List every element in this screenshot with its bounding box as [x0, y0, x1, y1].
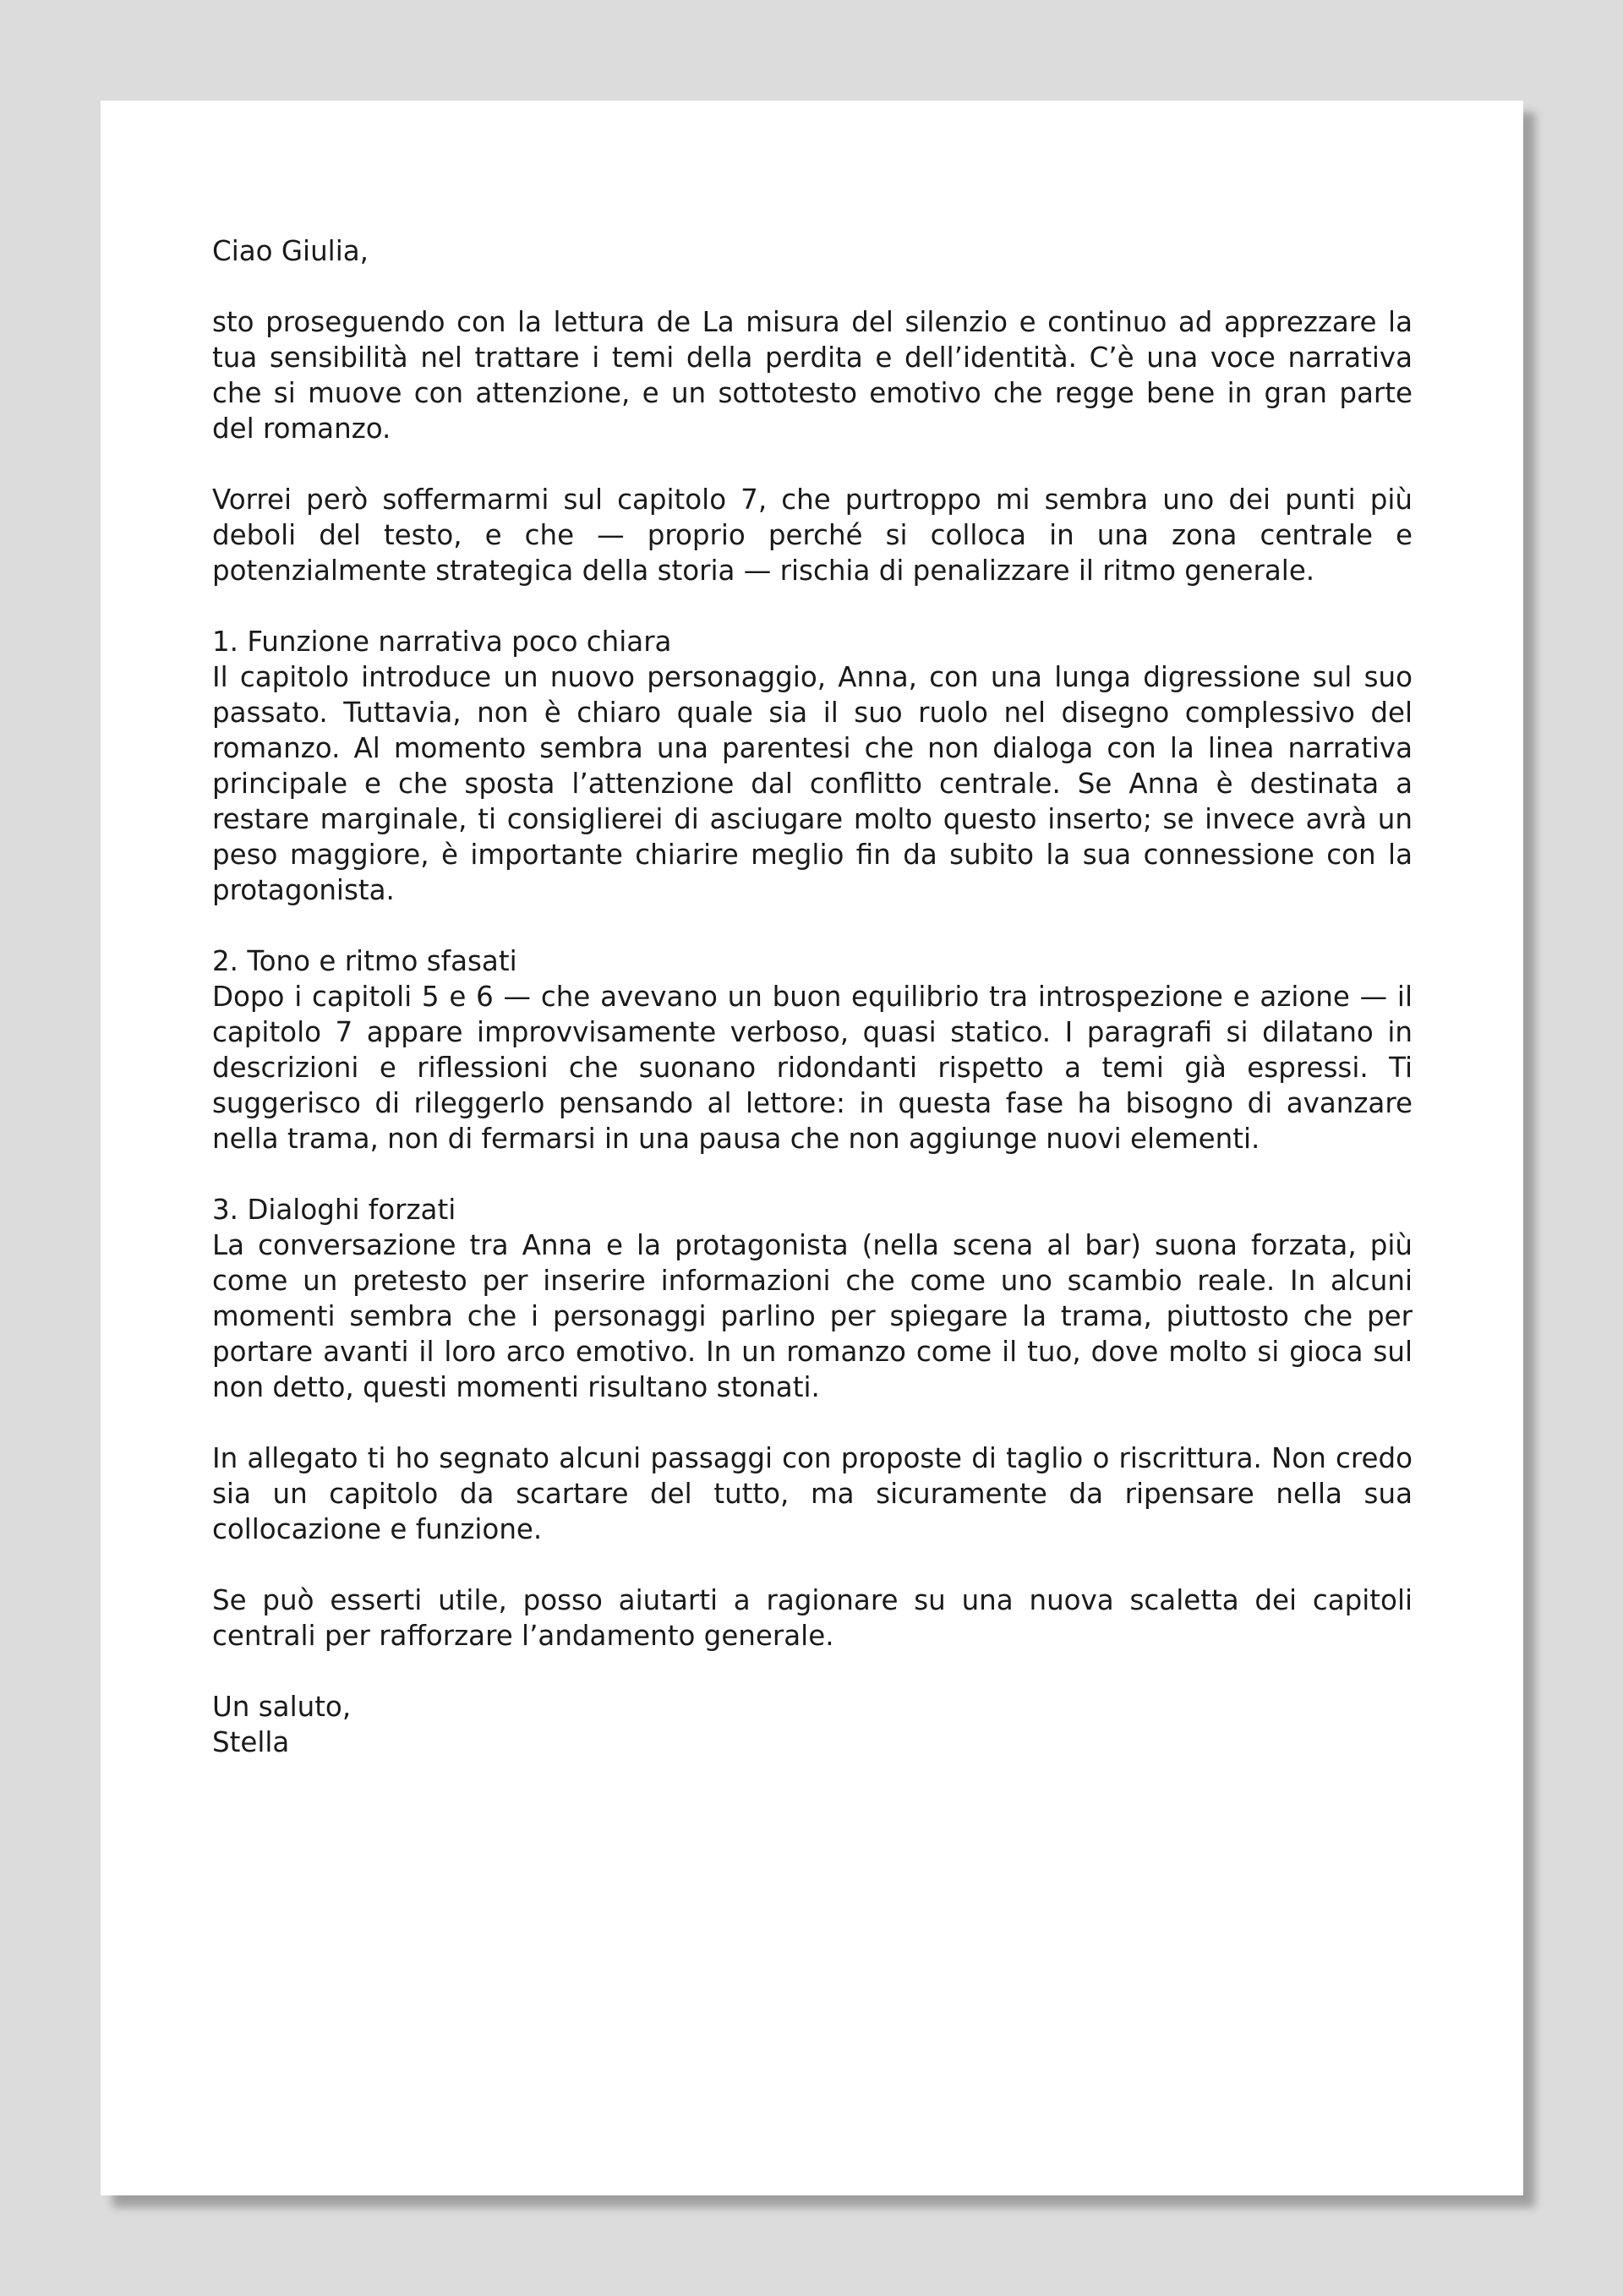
letter-page	[101, 101, 1523, 2195]
section-dialogues	[212, 1192, 1413, 1405]
greeting: Ciao Giulia,	[212, 235, 369, 267]
letter-body	[212, 233, 1413, 1760]
section-title: 2. Tono e ritmo sfasati	[212, 945, 517, 977]
signature: Stella	[212, 1726, 290, 1758]
section-title: 3. Dialoghi forzati	[212, 1194, 456, 1226]
intro-paragraph: sto proseguendo con la lettura de La misura del silenzio e continuo ad apprezzare la tua sensibilità nel trattare i temi della perdita e dell’identità. C’è una voce narrativa che si muove con attenzione, e un sottotesto emotivo che regge bene in gran parte del romanzo.	[212, 306, 1413, 445]
section-body: Dopo i capitoli 5 e 6 — che avevano un buon equilibrio tra introspezione e azione — il capitolo 7 appare improvvisamente verboso, quasi statico. I paragrafi si dilatano in descrizioni e riflessioni che suonano ridondanti rispetto a temi già espressi. Ti suggerisco di rileggerlo pensando al lettore: in questa fase ha bisogno di avanzare nella trama, non di fermarsi in una pausa che non aggiunge nuovi elementi.	[212, 981, 1413, 1155]
section-narrative-function	[212, 624, 1413, 908]
section-body: Il capitolo introduce un nuovo personaggio, Anna, con una lunga digressione sul suo passato. Tuttavia, non è chiaro quale sia il suo ruolo nel disegno complessivo del romanzo. Al momento sembra una parentesi che non dialoga con la linea narrativa principale e che sposta l’attenzione dal conflitto centrale. Se Anna è destinata a restare marginale, ti consiglierei di asciugare molto questo inserto; se invece avrà un peso maggiore, è importante chiarire meglio fin da subito la sua connessione con la protagonista.	[212, 661, 1413, 906]
offer-paragraph: Se può esserti utile, posso aiutarti a ragionare su una nuova scaletta dei capitoli centrali per rafforzare l’andamento generale.	[212, 1584, 1413, 1652]
closing: Un saluto,	[212, 1691, 352, 1723]
focus-paragraph: Vorrei però soffermarmi sul capitolo 7, che purtroppo mi sembra uno dei punti più deboli del testo, e che — proprio perché si colloca in una zona centrale e potenzialmente strategica della storia — rischia di penalizzare il ritmo generale.	[212, 484, 1413, 587]
section-tone-rhythm	[212, 943, 1413, 1156]
section-body: La conversazione tra Anna e la protagonista (nella scena al bar) suona forzata, più come un pretesto per inserire informazioni che come uno scambio reale. In alcuni momenti sembra che i personaggi parlino per spiegare la trama, piuttosto che per portare avanti il loro arco emotivo. In un romanzo come il tuo, dove molto si gioca sul non detto, questi momenti risultano stonati.	[212, 1229, 1413, 1403]
attachment-paragraph: In allegato ti ho segnato alcuni passaggi con proposte di taglio o riscrittura. Non credo sia un capitolo da scartare del tutto, ma sicuramente da ripensare nella sua collocazione e funzione.	[212, 1442, 1413, 1545]
section-title: 1. Funzione narrativa poco chiara	[212, 626, 672, 658]
